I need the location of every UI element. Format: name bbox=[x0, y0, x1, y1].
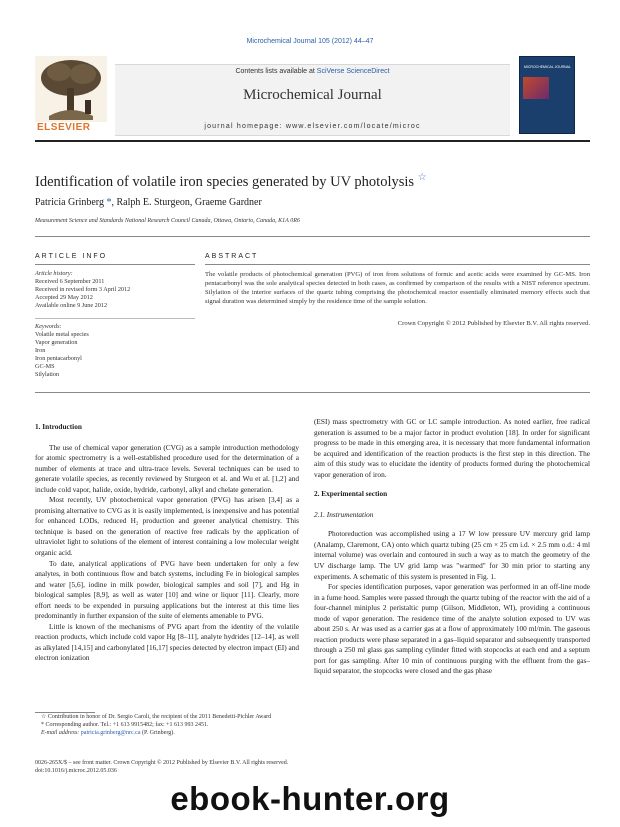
history-item: Accepted 29 May 2012 bbox=[35, 294, 93, 301]
body-paragraph: For species identification purposes, vapor generation was performed in an off-line mode in a fume hood. Samples were passed through the quartz tubing of the reactor with the aid of a four-channel miniplus 2 peristaltic pump (Gilson, Middleton, WI), providing a continuous mode of vapor generation. The residence time of the analyte solution exposed to UV was about 250 s. Ar was used as a carrier gas at a flow of approximately 100 ml/min. The gaseous reaction products were phase separated in a gas–liquid separator and subsequently transported through a 250 ml glass gas sampling cylinder fitted with stopcocks at each end and a septum port for gas sampling. After 10 min of continuous purging with the effluent from the gas–liquid separator, the stopcocks were closed and the gas phase bbox=[314, 582, 590, 676]
article-title-text: Identification of volatile iron species generated by UV photolysis bbox=[35, 173, 415, 190]
body-column-left bbox=[35, 422, 299, 664]
keyword-item: Iron bbox=[35, 347, 46, 354]
article-title bbox=[35, 172, 575, 191]
abstract-label: ABSTRACT bbox=[205, 253, 259, 260]
keyword-item: Iron pentacarbonyl bbox=[35, 355, 82, 362]
abstract-copyright: Crown Copyright © 2012 Published by Elsevier B.V. All rights reserved. bbox=[397, 320, 590, 327]
issn-block bbox=[35, 759, 335, 775]
email-suffix: (P. Grinberg). bbox=[142, 729, 175, 736]
keywords-list bbox=[35, 323, 195, 379]
footnote-dedication: ☆ Contribution in honor of Dr. Sergio Caroli, the recipient of the 2011 Benedetti-Pichler Award bbox=[41, 714, 272, 720]
body-paragraph: Little is known of the mechanisms of PVG apart from the identity of the volatile reaction products, which include cold vapor Hg [8–11], analyte hydrides [12–14], as well as alkylated [14,15] and carbonylated [16,17] species detected by electron impact (EI) and electron ionization bbox=[35, 621, 299, 663]
publisher-name: ELSEVIER bbox=[37, 122, 91, 133]
abstract-bottom-rule bbox=[35, 392, 590, 393]
journal-header bbox=[35, 52, 590, 138]
footnote-email bbox=[35, 730, 299, 738]
body-paragraph: Most recently, UV photochemical vapor generation (PVG) has arisen [3,4] as a promising alternative to CVG as it is easily implemented, is inexpensive and has potential for enhanced LODs, reduced H₂ production and greener analytical chemistry. This technique is based on the generation of reactive free radicals by the application of ultraviolet light to solutions of the element of interest containing a low molecular weight organic acid. bbox=[35, 495, 299, 558]
article-info-label: ARTICLE INFO bbox=[35, 253, 108, 260]
abstract-rule bbox=[205, 264, 590, 265]
keyword-item: Volatile metal species bbox=[35, 331, 89, 338]
co-authors: , Ralph E. Sturgeon, Graeme Gardner bbox=[111, 197, 262, 208]
issn-line: 0026-265X/$ – see front matter. Crown Copyright © 2012 Published by Elsevier B.V. All rights reserved. bbox=[35, 760, 289, 766]
keyword-item: Silylation bbox=[35, 371, 60, 378]
contents-prefix: Contents lists available at bbox=[235, 68, 315, 75]
history-item: Received in revised form 3 April 2012 bbox=[35, 286, 131, 293]
body-paragraph: The use of chemical vapor generation (CVG) as a sample introduction methodology for atomic spectrometry is a well-established procedure used for the determination of a number of elements at trace and ultra-trace levels. Several techniques can be used to generate volatile species, as recently reviewed by Sturgeon et al. and Wu et al. [1,2] and include cold vapor, halide, oxide, hydride, carbonyl, alkyl and chelate generation. bbox=[35, 442, 299, 494]
cover-title: MICROCHEMICAL JOURNAL bbox=[524, 65, 571, 69]
abstract-text: The volatile products of photochemical generation (PVG) of iron from solutions of formic and acetic acids were examined by GC-MS. Iron pentacarbonyl was the sole analytical species detected in both cases, as confirmed by comparison of the results with a NIST reference spectrum. Silylation of the interior surfaces of the quartz tubing comprising the photochemical reactor essentially eliminated memory effects such that signal duration was determined simply by the residence time of the sample solution. bbox=[205, 271, 590, 305]
footnotes bbox=[35, 714, 299, 737]
body-paragraph: (ESI) mass spectrometry with GC or LC sample introduction. As noted earlier, free radical generation is assumed to be a major factor in product evolution [18]. In order for significant progress to be made in this emerging area, it is necessary that more fundamental information be acquired and identification of the reaction products is the first step in this direction. The aim of this study was to elucidate the identity of products formed during the photochemical vapor generation of iron. bbox=[314, 417, 590, 479]
author-list bbox=[35, 197, 262, 208]
body-column-right bbox=[314, 417, 590, 677]
title-rule bbox=[35, 236, 590, 237]
article-info-rule bbox=[35, 264, 195, 265]
sciencedirect-link[interactable]: SciVerse ScienceDirect bbox=[316, 68, 390, 75]
affiliation: Measurement Science and Standards National Research Council Canada, Ottawa, Ontario, Canada, K1A 0R6 bbox=[35, 218, 300, 224]
instrumentation-heading: 2.1. Instrumentation bbox=[314, 509, 374, 519]
footnote-rule bbox=[35, 712, 95, 713]
history-item: Available online 9 June 2012 bbox=[35, 302, 108, 309]
corresponding-author: Patricia Grinberg bbox=[35, 197, 104, 208]
keywords-rule bbox=[35, 318, 195, 319]
history-heading: Article history: bbox=[35, 270, 73, 277]
footnote-corresponding: * Corresponding author. Tel.: +1 613 9915482; fax: +1 613 993 2451. bbox=[41, 721, 209, 728]
section-gap bbox=[314, 480, 590, 489]
email-link[interactable]: patricia.grinberg@nrc.ca bbox=[80, 729, 141, 736]
journal-reference[interactable]: Microchemical Journal 105 (2012) 44–47 bbox=[246, 38, 374, 45]
journal-cover-thumbnail bbox=[519, 56, 575, 134]
body-paragraph: To date, analytical applications of PVG have been undertaken for only a few analytes, in both continuous flow and batch systems, including Fe in biological samples and water [5,6], iodine in milk powder, biological samples and soil [7], and Hg in biological samples [8,9], as well as water [10] and wine or liquor [11]. Clearly, more effort needs to be expended in pursuing applications but the interest at this time lies predominantly in further expansion of the suite of elements amenable to PVG. bbox=[35, 558, 299, 621]
contents-line bbox=[115, 68, 510, 75]
article-history bbox=[35, 270, 195, 310]
keyword-item: Vapor generation bbox=[35, 339, 78, 346]
doi-line[interactable]: doi:10.1016/j.microc.2012.05.036 bbox=[35, 768, 117, 774]
experimental-heading: 2. Experimental section bbox=[314, 489, 388, 499]
keywords-heading: Keywords: bbox=[35, 323, 62, 330]
cover-art bbox=[523, 77, 549, 99]
corresponding-author-mark[interactable]: * bbox=[106, 197, 112, 208]
history-item: Received 6 September 2011 bbox=[35, 278, 105, 285]
star-icon[interactable]: ☆ bbox=[417, 172, 427, 183]
header-rule bbox=[35, 140, 590, 142]
watermark: ebook-hunter.org bbox=[170, 780, 450, 817]
keyword-item: GC-MS bbox=[35, 363, 55, 370]
body-paragraph: Photoreduction was accomplished using a 17 W low pressure UV mercury grid lamp (Analamp, Claremont, CA) onto which quartz tubing (25 cm × 25 cm i.d. × 2.5 mm o.d.: 4 ml internal volume) was overlain and contoured in such a way as to match the geometry of the UV discharge lamp. The UV grid lamp was "warmed" for 30 min prior to starting any experiments. A schematic of this system is presented in Fig. 1. bbox=[314, 529, 590, 581]
email-label: E-mail address: bbox=[41, 729, 80, 736]
contents-banner bbox=[115, 64, 510, 136]
introduction-heading: 1. Introduction bbox=[35, 422, 82, 431]
journal-title: Microchemical Journal bbox=[243, 87, 382, 103]
journal-homepage[interactable]: journal homepage: www.elsevier.com/locate/microc bbox=[204, 123, 421, 130]
